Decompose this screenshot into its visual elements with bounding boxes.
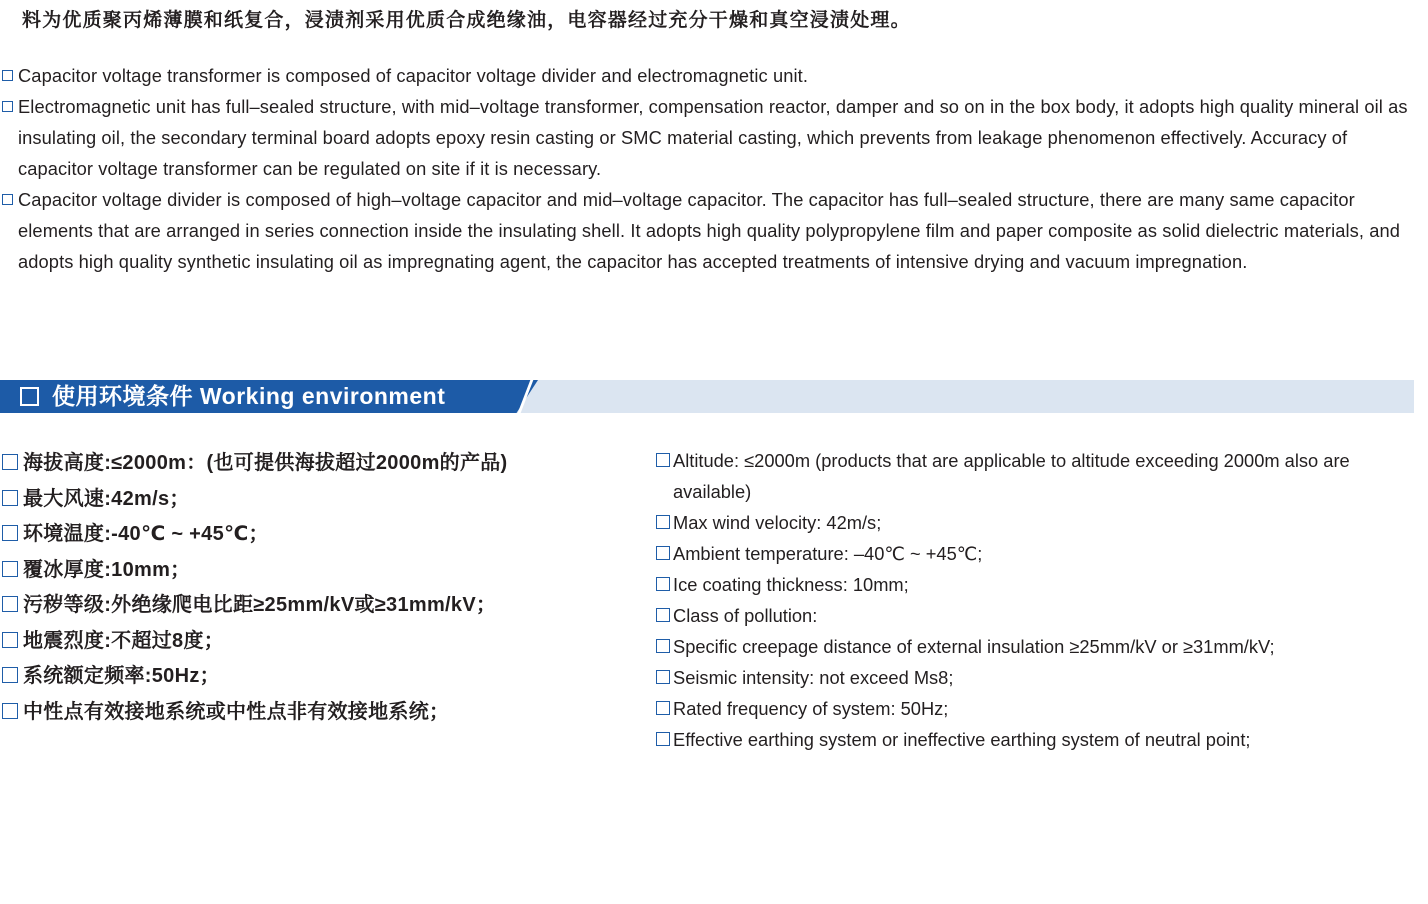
checkbox-bullet-icon <box>656 639 670 653</box>
environment-list-english <box>655 445 1417 755</box>
list-item-text: Specific creepage distance of external insulation ≥25mm/kV or ≥31mm/kV; <box>673 636 1275 657</box>
list-item-text: Ambient temperature: –40℃ ~ +45℃; <box>673 543 983 564</box>
checkbox-bullet-icon <box>656 546 670 560</box>
intro-paragraph <box>0 91 1416 184</box>
list-item-text: Class of pollution: <box>673 605 818 626</box>
checkbox-bullet-icon <box>656 701 670 715</box>
checkbox-bullet-icon <box>656 670 670 684</box>
checkbox-bullet-icon <box>2 490 18 506</box>
list-item-text: Effective earthing system or ineffective earthing system of neutral point; <box>673 729 1251 750</box>
list-item <box>655 445 1417 507</box>
checkbox-bullet-icon <box>2 703 18 719</box>
checkbox-bullet-icon <box>656 608 670 622</box>
intro-paragraph <box>0 60 1416 91</box>
intro-paragraph-text: Capacitor voltage transformer is composed of capacitor voltage divider and electromagnetic unit. <box>18 65 808 86</box>
checkbox-bullet-icon <box>2 632 18 648</box>
checkbox-bullet-icon <box>2 561 18 577</box>
list-item <box>655 569 1417 600</box>
list-item <box>655 600 1417 631</box>
checkbox-bullet-icon <box>2 194 13 205</box>
list-item <box>655 538 1417 569</box>
list-item <box>0 553 508 589</box>
checkbox-bullet-icon <box>656 732 670 746</box>
square-outline-icon <box>20 387 39 406</box>
list-item <box>655 507 1417 538</box>
list-item <box>0 446 508 482</box>
checkbox-bullet-icon <box>2 101 13 112</box>
intro-paragraph-text: Electromagnetic unit has full–sealed structure, with mid–voltage transformer, compensation reactor, damper and so on in the box body, it adopts high quality mineral oil as insulating oil, the secondary terminal board adopts epoxy resin casting or SMC material casting, which prevents from leakage phenomenon effectively. Accuracy of capacitor voltage transformer can be regulated on site if it is necessary. <box>18 96 1408 179</box>
checkbox-bullet-icon <box>656 577 670 591</box>
list-item <box>655 631 1417 662</box>
list-item <box>0 695 508 731</box>
intro-english-block <box>0 60 1416 277</box>
list-item <box>0 482 508 518</box>
list-item <box>655 724 1417 755</box>
list-item <box>655 693 1417 724</box>
environment-list-chinese <box>0 446 508 730</box>
list-item <box>0 659 508 695</box>
checkbox-bullet-icon <box>656 515 670 529</box>
checkbox-bullet-icon <box>2 525 18 541</box>
list-item <box>0 624 508 660</box>
intro-chinese-line: 料为优质聚丙烯薄膜和纸复合，浸渍剂采用优质合成绝缘油，电容器经过充分干燥和真空浸渍处理。 <box>22 10 911 31</box>
list-item-text: 系统额定频率:50Hz； <box>23 665 220 687</box>
checkbox-bullet-icon <box>656 453 670 467</box>
checkbox-bullet-icon <box>2 667 18 683</box>
list-item-text: 地震烈度:不超过8度； <box>23 629 225 652</box>
list-item-text: Max wind velocity: 42m/s; <box>673 512 882 533</box>
section-header-bar <box>0 380 1414 413</box>
list-item-text: Altitude: ≤2000m (products that are applicable to altitude exceeding 2000m also are available) <box>673 450 1350 502</box>
list-item-text: 环境温度:-40℃ ~ +45℃； <box>23 523 269 545</box>
intro-paragraph-text: Capacitor voltage divider is composed of high–voltage capacitor and mid–voltage capacitor. The capacitor has full–sealed structure, there are many same capacitor elements that are arranged in series connection inside the insulating shell. It adopts high quality polypropylene film and paper composite as solid dielectric materials, and adopts high quality synthetic insulating oil as impregnating agent, the capacitor has accepted treatments of intensive drying and vacuum impregnation. <box>18 189 1401 272</box>
checkbox-bullet-icon <box>2 70 13 81</box>
intro-paragraph <box>0 184 1416 277</box>
list-item-text: Rated frequency of system: 50Hz; <box>673 698 949 719</box>
list-item-text: 覆冰厚度:10mm； <box>23 558 191 581</box>
list-item-text: Seismic intensity: not exceed Ms8; <box>673 667 954 688</box>
checkbox-bullet-icon <box>2 596 18 612</box>
list-item-text: 污秽等级:外绝缘爬电比距≥25mm/kV或≥31mm/kV； <box>23 594 497 616</box>
list-item-text: 中性点有效接地系统或中性点非有效接地系统； <box>23 700 450 723</box>
list-item <box>0 588 508 624</box>
list-item <box>655 662 1417 693</box>
checkbox-bullet-icon <box>2 454 18 470</box>
section-title: 使用环境条件 Working environment <box>52 383 446 409</box>
list-item-text: 海拔高度:≤2000m：(也可提供海拔超过2000m的产品) <box>23 452 508 474</box>
list-item-text: Ice coating thickness: 10mm; <box>673 574 909 595</box>
list-item <box>0 517 508 553</box>
list-item-text: 最大风速:42m/s； <box>23 487 190 510</box>
